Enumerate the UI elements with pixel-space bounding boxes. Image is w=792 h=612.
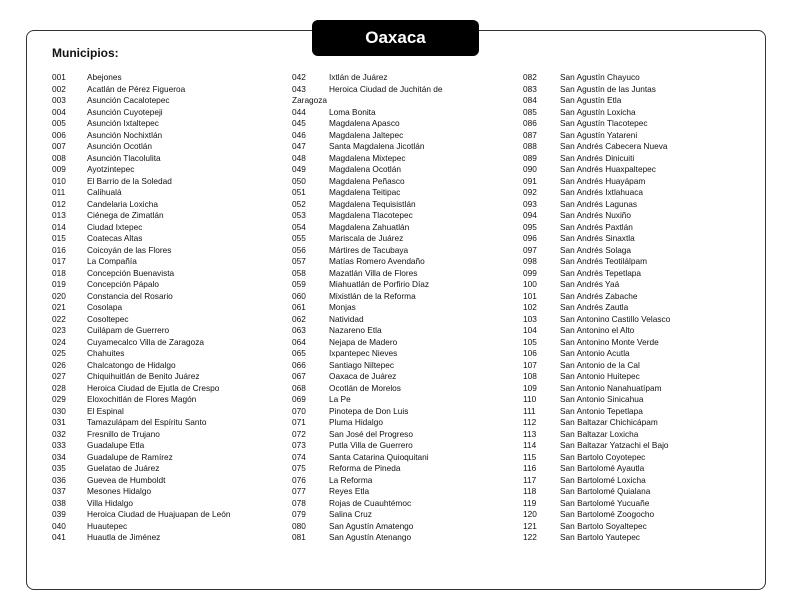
item-name: Tamazulápam del Espíritu Santo <box>87 417 207 427</box>
item-name: San Andrés Yaá <box>560 279 620 289</box>
item-number: 076 <box>292 474 306 485</box>
item-number: 087 <box>523 129 537 140</box>
item-name: San Andrés Tepetlapa <box>560 267 642 278</box>
item-name: San Bartolomé Zoogocho <box>560 509 655 519</box>
item-number: 051 <box>292 187 306 197</box>
item-number: 047 <box>292 141 306 151</box>
item-name: Eloxochitlán de Flores Magón <box>87 394 197 404</box>
item-name: San Antonio Huitepec <box>560 371 640 381</box>
item-name: San Andrés Huayápam <box>560 175 646 186</box>
item-name: Cosolapa <box>87 302 123 312</box>
item-number: 105 <box>523 336 537 347</box>
item-name: San Andrés Sinaxtla <box>560 233 635 243</box>
item-number: 064 <box>292 336 306 347</box>
item-name: Asunción Tlacolulita <box>87 152 161 163</box>
item-number: 068 <box>292 382 306 393</box>
item-number: 073 <box>292 440 306 450</box>
item-number: 063 <box>292 325 306 335</box>
item-number: 030 <box>52 405 66 416</box>
item-name: Asunción Cuyotepeji <box>87 106 163 117</box>
item-name: Candelaria Loxicha <box>87 198 159 209</box>
item-name: San Antonio Nanahuatípam <box>560 382 662 393</box>
item-number: 021 <box>52 302 66 312</box>
item-number: 035 <box>52 463 66 473</box>
item-number: 040 <box>52 520 66 531</box>
item-name: San Andrés Zabache <box>560 290 638 301</box>
item-name: San Baltazar Loxicha <box>560 428 639 439</box>
item-name: San Antonio Acutla <box>560 348 630 358</box>
item-name: Santa Magdalena Jicotlán <box>329 141 425 151</box>
item-name: San Bartolomé Yucuañe <box>560 497 650 508</box>
item-name: Chahuites <box>87 348 125 358</box>
item-name: Ciénega de Zimatlán <box>87 210 164 220</box>
item-name: San Andrés Huaxpaltepec <box>560 164 656 174</box>
item-number: 031 <box>52 417 66 427</box>
item-name: San Agustín Yatareni <box>560 129 638 140</box>
item-name: Matías Romero Avendaño <box>329 256 425 266</box>
item-number: 118 <box>523 486 537 496</box>
item-name: Guadalupe Etla <box>87 440 145 450</box>
item-name: Calihualá <box>87 187 122 197</box>
item-name: San Bartolomé Loxicha <box>560 474 646 485</box>
item-number: 037 <box>52 486 66 496</box>
item-number: 104 <box>523 325 537 335</box>
item-name: La Compañía <box>87 256 137 266</box>
item-number: 077 <box>292 486 306 496</box>
item-name: Putla Villa de Guerrero <box>329 440 413 450</box>
item-name: San Andrés Zautla <box>560 302 629 312</box>
item-number: 066 <box>292 359 306 370</box>
item-name: Monjas <box>329 302 356 312</box>
item-name: Magdalena Tequisistlán <box>329 198 416 209</box>
item-number: 111 <box>523 405 536 416</box>
item-name: Asunción Ocotlán <box>87 141 153 151</box>
item-number: 032 <box>52 428 66 439</box>
item-name: Abejones <box>87 72 122 82</box>
item-name: Oaxaca de Juárez <box>329 371 397 381</box>
item-number: 058 <box>292 267 306 278</box>
item-number: 022 <box>52 313 66 324</box>
item-name: Ixpantepec Nieves <box>329 348 398 358</box>
item-number: 122 <box>523 532 537 542</box>
item-number: 034 <box>52 451 66 462</box>
item-name: San Andrés Solaga <box>560 244 632 255</box>
item-name: San Antonio Sinicahua <box>560 394 644 404</box>
item-number: 043 <box>292 83 306 94</box>
item-number: 041 <box>52 532 66 542</box>
item-number: 018 <box>52 267 66 278</box>
item-name: San Antonino Monte Verde <box>560 336 659 347</box>
item-name: Asunción Nochixtlán <box>87 129 163 140</box>
item-number: 102 <box>523 302 537 312</box>
item-name: San Agustín Tlacotepec <box>560 118 648 128</box>
item-name: El Espinal <box>87 405 124 416</box>
item-number: 079 <box>292 509 306 519</box>
item-name: Salina Cruz <box>329 509 372 519</box>
item-number: 056 <box>292 244 306 255</box>
item-name: Nazareno Etla <box>329 325 382 335</box>
item-name: Heroica Ciudad de Huajuapan de León <box>87 509 231 519</box>
item-number: 098 <box>523 256 537 266</box>
item-number: 045 <box>292 118 306 128</box>
item-number: 017 <box>52 256 66 266</box>
item-number: 060 <box>292 290 306 301</box>
item-number: 062 <box>292 313 306 324</box>
item-name: Santa Catarina Quioquitani <box>329 451 429 462</box>
item-name: San Andrés Ixtlahuaca <box>560 187 644 197</box>
item-number: 101 <box>523 290 537 301</box>
item-name: San Antonino Castillo Velasco <box>560 313 671 324</box>
item-number: 107 <box>523 359 537 370</box>
item-number: 002 <box>52 83 66 94</box>
item-number: 008 <box>52 152 66 163</box>
item-name: Cuilápam de Guerrero <box>87 325 170 335</box>
item-name: Magdalena Mixtepec <box>329 152 406 163</box>
item-number: 026 <box>52 359 66 370</box>
item-name: Mesones Hidalgo <box>87 486 152 496</box>
item-number: 029 <box>52 394 66 404</box>
item-number: 120 <box>523 509 537 519</box>
item-number: 059 <box>292 279 306 289</box>
item-name: Heroica Ciudad de Juchitán de <box>329 83 443 94</box>
item-name: Mixistlán de la Reforma <box>329 290 416 301</box>
item-name: Mártires de Tacubaya <box>329 244 409 255</box>
item-name: Loma Bonita <box>329 106 376 117</box>
item-number: 053 <box>292 210 306 220</box>
item-number: 109 <box>523 382 537 393</box>
item-name: Magdalena Peñasco <box>329 175 405 186</box>
item-number: 033 <box>52 440 66 450</box>
item-name: Magdalena Ocotlán <box>329 164 401 174</box>
item-number: 074 <box>292 451 306 462</box>
item-number: 009 <box>52 164 66 174</box>
item-number: 050 <box>292 175 306 186</box>
item-number: 070 <box>292 405 306 416</box>
item-number: 092 <box>523 187 537 197</box>
item-name: San Bartolo Yautepec <box>560 532 640 542</box>
item-name: San Bartolomé Ayautla <box>560 463 645 473</box>
item-number: 057 <box>292 256 306 266</box>
item-name: San Antonio Tepetlapa <box>560 405 643 416</box>
item-name: Guelatao de Juárez <box>87 463 160 473</box>
item-number: 112 <box>523 417 537 427</box>
item-number: 039 <box>52 509 66 519</box>
item-name: Magdalena Tlacotepec <box>329 210 413 220</box>
item-number: 072 <box>292 428 306 439</box>
item-name: Magdalena Apasco <box>329 118 400 128</box>
item-name: San Baltazar Yatzachi el Bajo <box>560 440 669 450</box>
item-name: Reyes Etla <box>329 486 370 496</box>
item-name: Miahuatlán de Porfirio Díaz <box>329 279 430 289</box>
item-number: 081 <box>292 532 306 542</box>
item-name: Ixtlán de Juárez <box>329 72 388 82</box>
item-number: 110 <box>523 394 537 404</box>
item-number: 097 <box>523 244 537 255</box>
item-name: Asunción Cacalotepec <box>87 95 170 105</box>
item-number: 006 <box>52 129 66 140</box>
item-number: 069 <box>292 394 306 404</box>
item-name: Huautepec <box>87 520 128 531</box>
item-number: 091 <box>523 175 537 186</box>
item-number: 049 <box>292 164 306 174</box>
item-number: 108 <box>523 371 537 381</box>
item-number: 038 <box>52 497 66 508</box>
item-name: San Andrés Cabecera Nueva <box>560 141 668 151</box>
item-name: San Agustín Atenango <box>329 532 412 542</box>
item-number: 103 <box>523 313 537 324</box>
item-name: Rojas de Cuauhtémoc <box>329 497 412 508</box>
item-name: Pinotepa de Don Luis <box>329 405 409 416</box>
item-number: 019 <box>52 279 66 289</box>
item-name: La Pe <box>329 394 351 404</box>
item-number: 024 <box>52 336 66 347</box>
item-name: Chiquihuitlán de Benito Juárez <box>87 371 200 381</box>
item-number: 044 <box>292 106 306 117</box>
item-number: 042 <box>292 72 306 82</box>
item-number: 027 <box>52 371 66 381</box>
item-name: Guadalupe de Ramírez <box>87 451 173 462</box>
item-name: Mariscala de Juárez <box>329 233 404 243</box>
item-number: 071 <box>292 417 306 427</box>
item-number: 080 <box>292 520 306 531</box>
item-name: Magdalena Jaltepec <box>329 129 404 140</box>
item-number: 090 <box>523 164 537 174</box>
item-number: 004 <box>52 106 66 117</box>
page-title: Oaxaca <box>312 20 479 56</box>
item-name: San Agustín Etla <box>560 95 622 105</box>
item-name: Guevea de Humboldt <box>87 474 166 485</box>
item-number: 046 <box>292 129 306 140</box>
item-number: 114 <box>523 440 537 450</box>
item-name: Heroica Ciudad de Ejutla de Crespo <box>87 382 220 393</box>
item-name: Cuyamecalco Villa de Zaragoza <box>87 336 204 347</box>
item-number: 015 <box>52 233 66 243</box>
item-number: 010 <box>52 175 66 186</box>
item-name: Villa Hidalgo <box>87 497 133 508</box>
item-number: 052 <box>292 198 306 209</box>
item-number: 067 <box>292 371 306 381</box>
item-number: 048 <box>292 152 306 163</box>
item-name: Ocotlán de Morelos <box>329 382 401 393</box>
item-number: 115 <box>523 451 537 462</box>
item-number: 020 <box>52 290 66 301</box>
item-name: Ayotzintepec <box>87 164 135 174</box>
item-name: San Andrés Lagunas <box>560 198 638 209</box>
item-number: 005 <box>52 118 66 128</box>
item-number: 089 <box>523 152 537 163</box>
item-number: 061 <box>292 302 306 312</box>
item-name: Chalcatongo de Hidalgo <box>87 359 176 370</box>
item-name: San Agustín Loxicha <box>560 106 636 117</box>
item-name: San Bartolomé Quialana <box>560 486 651 496</box>
item-number: 117 <box>523 474 537 485</box>
item-name: Constancia del Rosario <box>87 290 173 301</box>
item-number: 121 <box>523 520 537 531</box>
item-number: 119 <box>523 497 537 508</box>
item-name-continuation: Zaragoza <box>292 95 328 105</box>
item-name: San Agustín de las Juntas <box>560 83 656 94</box>
item-name: San Agustín Chayuco <box>560 72 640 82</box>
item-name: Huautla de Jiménez <box>87 532 161 542</box>
item-name: Acatlán de Pérez Figueroa <box>87 83 186 94</box>
item-name: Cosoltepec <box>87 313 129 324</box>
item-name: San Baltazar Chichicápam <box>560 417 658 427</box>
item-number: 016 <box>52 244 66 255</box>
item-number: 096 <box>523 233 537 243</box>
item-name: San José del Progreso <box>329 428 413 439</box>
item-name: San Bartolo Soyaltepec <box>560 520 647 531</box>
item-name: Mazatlán Villa de Flores <box>329 267 418 278</box>
item-number: 011 <box>52 187 66 197</box>
item-number: 106 <box>523 348 537 358</box>
item-name: San Antonino el Alto <box>560 325 635 335</box>
item-name: Ciudad Ixtepec <box>87 221 143 232</box>
item-name: San Antonio de la Cal <box>560 359 640 370</box>
item-name: Fresnillo de Trujano <box>87 428 160 439</box>
item-name: Santiago Niltepec <box>329 359 395 370</box>
item-number: 013 <box>52 210 66 220</box>
item-number: 099 <box>523 267 537 278</box>
item-number: 014 <box>52 221 66 232</box>
item-number: 084 <box>523 95 537 105</box>
item-number: 086 <box>523 118 537 128</box>
item-name: El Barrio de la Soledad <box>87 175 172 186</box>
item-number: 003 <box>52 95 66 105</box>
item-name: Concepción Buenavista <box>87 267 175 278</box>
item-number: 023 <box>52 325 66 335</box>
item-number: 116 <box>523 463 537 473</box>
item-number: 100 <box>523 279 537 289</box>
item-number: 025 <box>52 348 66 358</box>
item-number: 095 <box>523 221 537 232</box>
item-name: San Bartolo Coyotepec <box>560 451 646 462</box>
item-name: San Andrés Teotilálpam <box>560 256 648 266</box>
item-number: 075 <box>292 463 306 473</box>
item-name: Reforma de Pineda <box>329 463 401 473</box>
item-name: Coatecas Altas <box>87 233 143 243</box>
item-name: San Agustín Amatengo <box>329 520 414 531</box>
item-number: 036 <box>52 474 66 485</box>
item-name: Magdalena Teitipac <box>329 187 401 197</box>
item-number: 094 <box>523 210 537 220</box>
item-name: La Reforma <box>329 474 373 485</box>
item-name: Nejapa de Madero <box>329 336 398 347</box>
item-name: Pluma Hidalgo <box>329 417 383 427</box>
item-name: Coicoyán de las Flores <box>87 244 172 255</box>
item-number: 078 <box>292 497 306 508</box>
item-number: 082 <box>523 72 537 82</box>
item-number: 028 <box>52 382 66 393</box>
item-number: 001 <box>52 72 66 82</box>
item-name: Asunción Ixtaltepec <box>87 118 159 128</box>
item-number: 093 <box>523 198 537 209</box>
item-number: 012 <box>52 198 66 209</box>
item-number: 055 <box>292 233 306 243</box>
item-name: Natividad <box>329 313 364 324</box>
section-subtitle: Municipios: <box>52 46 119 60</box>
item-name: San Andrés Paxtlán <box>560 221 633 232</box>
item-name: Magdalena Zahuatlán <box>329 221 410 232</box>
item-name: San Andrés Dinicuiti <box>560 152 635 163</box>
item-number: 113 <box>523 428 537 439</box>
item-number: 083 <box>523 83 537 94</box>
item-name: San Andrés Nuxiño <box>560 210 632 220</box>
item-number: 007 <box>52 141 66 151</box>
item-name: Concepción Pápalo <box>87 279 159 289</box>
item-number: 088 <box>523 141 537 151</box>
item-number: 054 <box>292 221 306 232</box>
item-number: 065 <box>292 348 306 358</box>
item-number: 085 <box>523 106 537 117</box>
